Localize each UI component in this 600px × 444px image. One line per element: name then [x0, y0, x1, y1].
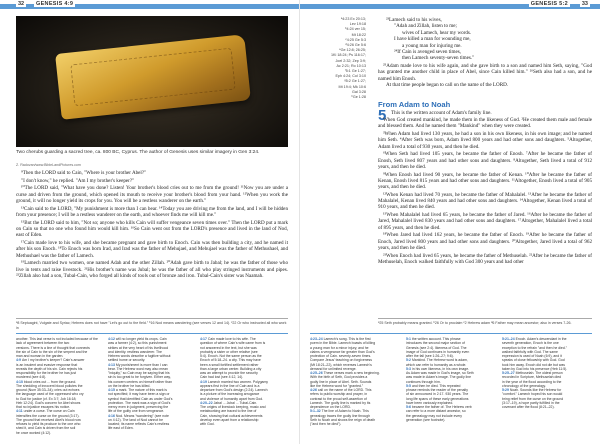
text-line: was made in Adam's image. The godly line	[406, 375, 471, 380]
text-line: appears first in the line of Cain and is a	[200, 383, 260, 388]
note-reference: 4:17	[200, 337, 208, 341]
text-line: godly line in place of Abel. Seth. Sounds	[310, 379, 372, 384]
text-line: ("and then he died").	[310, 422, 342, 426]
verse-paragraph: At that time people began to call on the name of the LORD.	[386, 82, 509, 89]
text-line: ᶜ4:25 Ge 5:3	[345, 37, 366, 42]
text-line: took him away. Enoch did not die but was	[502, 362, 565, 367]
text-line: "comfort." Lamech hoped his son would	[502, 392, 563, 397]
verse-paragraph: ¹³Cain said to the LORD, "My punishment is more than I can bear. ¹⁴Today you are driving me from the land, and I will be hidden from your presence; I will be a restless wanderer on the earth, and whoever finds me will kill me."	[16, 205, 288, 218]
right-footnotes: ᵃ25 Seth probably means granted. ᵇ26 Or to proclaim ᶜ2 Hebrew adam ᵈ6 Father may mean ancestor; also in verses 7-26.	[378, 318, 592, 326]
note-reference: 5:25–27	[502, 371, 516, 375]
text-line: ᵈ4:26 Ge 5:6	[345, 43, 366, 48]
text-line: Cain, showing that cultural achievements	[200, 413, 263, 418]
text-line: the genealogy may not include every	[406, 413, 462, 418]
text-line: was an attempt to provide the security	[200, 371, 258, 375]
text-line: responsibility for the brother he has just	[16, 371, 76, 375]
verse-paragraph: ¹⁵When Mahalalel had lived 65 years, he became the father of Jared. ¹⁶After he became the father of Jared, Mahalalel lived 830 years and had other sons and daughters. ¹⁷Altogether, Mahalalel lived a total of 895 years, and then he died.	[378, 212, 592, 231]
note-reference: 4:13	[108, 362, 116, 367]
text-line: is an insolent and evasive response that	[16, 362, 78, 367]
text-line: with God.	[200, 422, 215, 426]
text-line: Heb 12:24). God's concern for Abel shows	[16, 400, 81, 405]
cross-references	[306, 17, 366, 100]
text-line: that no injustice escapes his notice.	[16, 405, 71, 409]
lamech-song	[378, 17, 592, 88]
text-line: strikes at the very heart of his livelihood	[108, 345, 169, 350]
text-line: ʰGe 1:28	[351, 95, 366, 100]
chapter-intro: This is the written account of Adam's family line.	[391, 110, 492, 116]
note-reference: 4:9	[16, 358, 22, 363]
text-line: sin is too great to be forgiven. Either way,	[108, 375, 171, 380]
poem-line: a young man for injuring me.	[402, 42, 462, 49]
text-line: man and woman in the garden.	[16, 354, 64, 358]
text-line: 1Ki 18:24; Ps 116:17;	[331, 53, 366, 58]
verse-paragraph: ¹⁸When Jared had lived 162 years, he became the father of Enoch. ¹⁹After he became the father of Enoch, Jared lived 800 years and had other sons and daughters. ²⁰Altogether, Jared lived a total of 962 years, and then he died.	[378, 232, 592, 251]
text-line: been a small fortified settlement rather	[200, 362, 259, 367]
text-line: departure from God's design (2:24). Lamech	[200, 388, 268, 392]
text-line: 4:17 Cain made love to his wife. The	[200, 337, 256, 341]
text-line: Seth to Noah and shows the reign of death	[310, 417, 376, 422]
text-line: than a large urban center. Building a city	[200, 366, 262, 371]
text-line: on the brother he has killed.	[108, 383, 151, 388]
verse-paragraph: "I don't know," he replied. "Am I my brother's keeper?"	[21, 177, 135, 184]
text-line: claims a vengeance far greater than God's	[310, 349, 375, 354]
text-line: 4:13 My punishment is more than I can	[108, 362, 168, 367]
text-line: probably a sister or other relative (see	[200, 349, 258, 354]
text-line: and violence of humanity apart from God.	[200, 396, 264, 401]
text-line: genealogy traces the godly line through	[310, 413, 371, 418]
left-study-notes	[16, 333, 288, 440]
text-line: Enoch of 5:18–24. a city. This may have	[200, 358, 261, 363]
text-line: Mt 19:4; Mk 10:6	[338, 84, 366, 89]
text-line: Cain had lost (see 4:12, 14).	[200, 375, 244, 380]
text-line: 5:4). Enoch. Not the same person as the	[200, 354, 262, 358]
text-line: the sin of Cain to the sin of the serpent and the	[16, 349, 88, 354]
text-line: after the fall (see 1:26–27; 9:6).	[406, 354, 454, 358]
poem-line: I have killed a man for wounding me,	[394, 36, 471, 43]
text-line: can refer to a more distant ancestor, so	[406, 409, 466, 414]
text-line: ᶠ5:1 Ge 1:27;	[344, 69, 366, 74]
text-line: 5:25–27 Methuselah. The oldest person	[502, 371, 563, 375]
verse-paragraph: ³When Adam had lived 130 years, he had a son in his own likeness, in his own image; and he named him Seth. ⁴After Seth was born, Adam lived 800 years and had other sons and daughters. ⁵Altogether, Adam lived a total of 930 years, and then he died.	[378, 130, 592, 150]
text-line: 4:23–24 Lamech's song. This is the first	[310, 337, 371, 341]
notes-column	[108, 337, 196, 439]
photo-caption: Two cherubs guarding a sacred tree, ca. 800 BC, Cyprus. The author of Genesis uses similar imagery in Gen 3:24.	[16, 150, 260, 155]
text-line: another. This last verse is not included because of the	[16, 337, 98, 341]
verse-paragraph: ¹⁷Cain made love to his wife, and she became pregnant and gave birth to Enoch. Cain was then building a city, and he named it after his son Enoch. ¹⁸To Enoch was born Irad, and Irad was the father of Mehujael, and Mehujael was the father of Methushael, and Methushael was the father of Lamech.	[16, 239, 288, 259]
text-line: walked faithfully with God. The same	[502, 349, 558, 354]
text-line: ᵃ4:23 Ex 20:13;	[340, 17, 366, 21]
text-line: which can refer to humanity as a whole.	[406, 362, 467, 367]
note-reference: 4:16	[108, 413, 116, 418]
chapter-number: 5	[378, 107, 387, 124]
note-reference: 4:23–24	[310, 337, 324, 341]
text-line: intensifies the curse on the ground (3:17).	[16, 413, 80, 418]
text-line: refuses to yield its produce to the one who	[16, 422, 81, 426]
right-body-text	[378, 117, 592, 313]
text-line: Compare Jesus' teaching on forgiveness	[310, 358, 372, 363]
text-line: introduces the second major section of	[406, 341, 465, 346]
notes-column	[310, 337, 400, 439]
text-line: shed it, and Cain is driven from the soil	[16, 426, 76, 431]
text-line: With the birth of Seth, God provides a	[310, 375, 368, 380]
text-line: exception to the refrain "and then he died."	[502, 345, 567, 350]
note-reference: 4:19	[200, 379, 208, 384]
poem-intro: ²³Lamech said to his wives,	[386, 17, 442, 23]
text-line: (3:17–19), a hope partly fulfilled in the	[502, 400, 560, 405]
text-line: protection of Cain. seventy-seven times.	[310, 354, 372, 358]
text-line: Joel 2:32; Zep 3:9;	[335, 58, 366, 63]
text-line: The shedding of innocent blood pollutes the	[16, 383, 83, 388]
left-body-text	[16, 170, 288, 306]
note-reference: 4:25–26	[310, 371, 324, 375]
text-line: symbol that identified Cain as under God's	[108, 396, 173, 401]
text-line: develop even apart from a relationship	[200, 417, 259, 422]
text-line: murdered (see 4:8).	[16, 375, 47, 380]
verse-paragraph: ¹⁰The LORD said, "What have you done? Listen! Your brother's blood cries out to me from the ground! ¹¹Now you are under a curse and driven from the ground, which opened its mouth to receive your brother's blood from your hand. ¹²When you work the ground, it will no longer yield its crops for you. You will be a restless wanderer on the earth."	[16, 185, 288, 204]
text-line: on 4:12). The land of Nod cannot be	[108, 417, 163, 422]
text-line: mercy even in judgment, preserving the	[108, 405, 169, 409]
section-title: From Adam to Noah	[378, 100, 451, 109]
text-line: poem in the Bible. Lamech boasts of killing	[310, 341, 376, 346]
verse-paragraph: When God created mankind, he made them in the likeness of God. ²He created them male and female and blessed them. And he named them "Mankind" when they were created.	[378, 117, 592, 130]
text-line: versions. There is a line of thought that connects	[16, 345, 90, 350]
text-line: image of God continues in humanity even	[406, 349, 470, 354]
text-line: 4:9 Am I my brother's keeper? Cain's answer	[16, 358, 85, 363]
text-line: ᵇ4:24 ver 15;	[345, 27, 366, 32]
text-line: Hebrew words describe a fugitive without	[108, 354, 171, 358]
text-line: protection. The mark was a sign of God's	[108, 400, 171, 405]
text-line: dependence on the LORD.	[310, 405, 351, 409]
right-running-head: GENESIS 5:2	[530, 1, 568, 7]
text-line: 4:11 under a curse. The curse on Cain	[16, 409, 75, 414]
text-line: Lamech. The godly line is marked by its	[310, 400, 371, 405]
text-line: 4:26 call on the name of the LORD. This	[310, 388, 372, 392]
text-line: 5:1 the written account. This phrase	[406, 337, 461, 341]
text-line: generation (see footnote).	[406, 417, 446, 422]
text-line: continues through him.	[406, 379, 441, 384]
text-line: was a farmer (4:2), so this punishment	[108, 341, 167, 346]
text-line: 5:29 Noah. Sounds like the Hebrew for	[502, 388, 562, 392]
notes-column	[406, 337, 496, 439]
poem-line: ²⁴If Cain is avenged seven times,	[394, 49, 461, 56]
text-line: 4:25–26 These verses mark a new beginning.	[310, 371, 380, 375]
text-line: not specified; it may have been a sign or	[108, 392, 170, 397]
text-line: metalworking are traced to the line of	[200, 409, 257, 414]
left-running-head: GENESIS 4:9	[36, 1, 74, 7]
text-line: ᵍ5:2 Ge 1:27;	[344, 79, 366, 84]
gold-plate	[55, 34, 251, 119]
note-reference: 4:20–22	[200, 400, 214, 405]
text-line: phrase reminds the reader of the penalty	[406, 388, 468, 392]
text-line: Gal 3:28	[352, 89, 366, 94]
note-reference: 5:1–32	[310, 409, 322, 414]
poem-line: wives of Lamech, hear my words.	[402, 29, 472, 36]
notes-column	[16, 337, 104, 439]
verse-paragraph: ¹²When Kenan had lived 70 years, he became the father of Mahalalel. ¹³After he became the father of Mahalalel, Kenan lived 840 years and had other sons and daughters. ¹⁴Altogether, Kenan lived a total of 910 years, and then he died.	[378, 191, 592, 211]
note-reference: 5:5	[406, 383, 412, 388]
text-line: life of the guilty one from vengeance.	[108, 409, 165, 414]
text-line: 5:5 and then he died. This repeated	[406, 383, 461, 388]
text-line: have been variously explained.	[406, 400, 454, 405]
text-line: he once worked (4:12).	[16, 430, 52, 435]
text-line: 4:19 Lamech married two women. Polygamy	[200, 379, 269, 384]
text-line: Mt 18:22	[351, 32, 366, 37]
text-line: of sin announced in 2:17. 930 years. The	[406, 392, 469, 397]
text-line: speaks of close fellowship with God. God	[502, 358, 565, 363]
note-reference: 4:15	[108, 388, 116, 392]
verse-paragraph: ⁹When Enosh had lived 90 years, he became the father of Kenan. ¹⁰After he became the father of Kenan, Enosh lived 815 years and had other sons and daughters. ¹¹Altogether, Enosh lived a total of 905 years, and then he died.	[378, 171, 592, 191]
text-line: recorded in Scripture, Methuselah died	[502, 375, 562, 380]
right-study-notes	[310, 333, 592, 440]
text-line: chronology of the genealogy.	[502, 383, 546, 388]
verse-paragraph: ²¹When Enoch had lived 65 years, he became the father of Methuselah. ²²After he became the father of Methuselah, Enoch walked faithfully with God 300 years and had other	[378, 252, 592, 265]
text-line: question of where Cain's wife came from is	[200, 341, 266, 346]
text-line: 4:15 a mark. The nature of this mark is	[108, 388, 167, 392]
left-header	[0, 0, 300, 13]
text-line: life east of Eden.	[108, 426, 134, 431]
text-line: 4:16 Nod. Means "wandering" (see note	[108, 413, 169, 418]
text-line: long life spans of these early generations	[406, 396, 469, 401]
left-footnotes: ᵃ8 Septuagint, Vulgate and Syriac; Hebrew does not have "Let's go out to the field." ᵇ16 Nod means wandering (see verses 12 and 14). ᶜ22 Or who instructed all who work in	[16, 318, 288, 330]
text-line: ground (Num 35:33–34); cries out echoes	[16, 388, 80, 392]
text-line: to God for justice (cf. Ex 3:7; Job 16:18;	[16, 396, 77, 401]
text-line: located; its name reflects Cain's restless	[108, 422, 170, 426]
note-reference: 4:26	[310, 388, 318, 392]
text-line: (Mt 18:21–22), which reverses Lamech's	[310, 362, 372, 367]
text-line: the language used of the oppressed who cry	[16, 392, 84, 397]
verse-paragraph: ¹⁵But the LORD said to him, "Not so; anyone who kills Cain will suffer vengeance seven times over." Then the LORD put a mark on Cain so that no one who found him would kill him. ¹⁶So Cain went out from the LORD's presence and lived in the land of Nod, east of Eden.	[16, 219, 288, 239]
text-line: in the year of the flood according to the	[502, 379, 562, 384]
verse-paragraph: ²⁵Adam made love to his wife again, and she gave birth to a son and named him Seth, saying, "God has granted me another child in place of Abel, since Cain killed him." ²⁶Seth also had a son, and he named him Enosh.	[378, 62, 592, 82]
text-line: expression is used of Noah (6:9), and it	[502, 354, 562, 358]
text-line: like the Hebrew word for "granted."	[310, 383, 364, 388]
text-line: his concern centers on himself rather than	[108, 379, 173, 384]
gold-plate-photo	[16, 16, 288, 147]
poem-line: then Lamech seventy-seven times."	[402, 55, 475, 62]
text-line: 4:12 will no longer yield its crops. Cain	[108, 337, 167, 341]
text-line: reveals the depth of his sin. Cain rejects his	[16, 366, 83, 371]
text-line: bring relief from the curse on the ground	[502, 396, 564, 401]
note-reference: 5:21–24	[502, 337, 516, 341]
note-reference: 5:6	[406, 405, 412, 409]
text-line: Genesis (see 2:4). likeness of God. The	[406, 345, 467, 350]
verse-paragraph: ¹⁹Lamech married two women, one named Adah and the other Zillah. ²⁰Adah gave birth to Jabal; he was the father of those who live in tents and raise livestock. ²¹His brother's name was Jubal; he was the father of all who play stringed instruments and pipes. ²²Zillah also had a son, Tubal-Cain, who forged all kinds of tools out of bronze and iron. Tubal-Cain's sister was Naamah.	[16, 260, 288, 279]
note-reference: 4:12	[108, 337, 116, 341]
text-line: seventh generation, Enoch is the one	[502, 341, 559, 346]
text-line: bear. The Hebrew word may also mean	[108, 366, 168, 371]
text-line: covenant after the flood (8:21–22).	[502, 405, 555, 409]
note-reference: 5:3	[406, 366, 412, 371]
text-line: 4:10 blood cries out ... from the ground.	[16, 379, 77, 384]
text-line: 5:21–24 Enoch. Adam's descendant in the	[502, 337, 567, 341]
text-line: 4:20–22 Jabal ... Jubal ... Tubal-Cain.	[200, 400, 258, 405]
text-line: The ground that received Abel's blood now	[16, 417, 81, 422]
text-line: a young man for a minor injury, and he	[310, 345, 369, 350]
note-reference: 4:10	[16, 379, 24, 384]
text-line: "iniquity," so Cain may be saying that his	[108, 371, 170, 375]
text-line: taken by God into his presence (Heb 11:5).	[502, 366, 568, 371]
text-line: 5:6 became the father of. The Hebrew verb	[406, 405, 472, 409]
poem-line: "Adah and Zillah, listen to me;	[394, 23, 457, 30]
text-line: 5:1–32 The line of Adam to Noah. This	[310, 409, 369, 414]
text-line: settled home or security.	[108, 358, 146, 363]
text-line: ᵉGe 12:8; 26:25;	[339, 48, 366, 53]
text-line: 5:3 in his own likeness, in his own image.	[406, 366, 470, 371]
text-line: is a picture of the increasing arrogance	[200, 392, 260, 397]
text-line: As Adam was made in God's image, so Seth	[406, 371, 474, 375]
text-line: contrast to the proud self-assertion of	[310, 396, 367, 401]
text-line: The origins of livestock keeping, music and	[200, 405, 266, 409]
text-line: Lev 19:18	[349, 22, 366, 27]
text-line: and identity. restless wanderer. The	[108, 349, 162, 354]
text-line: Ac 2:21; Ro 10:13	[336, 63, 366, 68]
text-line: demand for unlimited revenge.	[310, 366, 357, 371]
text-line: 5:2 Mankind. The Hebrew word is adam,	[406, 358, 468, 363]
text-line: lack of agreement between the two	[16, 341, 70, 346]
notes-column	[502, 337, 592, 439]
note-reference: 5:29	[502, 388, 510, 392]
note-reference: 5:2	[406, 358, 412, 363]
right-header	[300, 0, 600, 13]
photo-credit: Z. Radovan/www.BibleLandPictures.com	[16, 163, 81, 167]
note-reference: 5:1	[406, 337, 412, 341]
right-page-number: 33	[581, 1, 588, 7]
notes-column	[200, 337, 288, 439]
text-line: Eph 4:24; Col 3:10	[335, 74, 366, 79]
text-line: not answered in the text, but she was	[200, 345, 257, 350]
text-line: refers to public worship and prayer, in	[310, 392, 368, 397]
verse-paragraph: ⁹Then the LORD said to Cain, "Where is your brother Abel?"	[21, 170, 147, 176]
note-reference: 4:11	[16, 409, 24, 414]
left-page-number: 32	[18, 1, 25, 7]
verse-paragraph: ⁶When Seth had lived 105 years, he became the father of Enosh. ⁷After he became the father of Enosh, Seth lived 807 years and had other sons and daughters. ⁸Altogether, Seth lived a total of 912 years, and then he died.	[378, 151, 592, 170]
